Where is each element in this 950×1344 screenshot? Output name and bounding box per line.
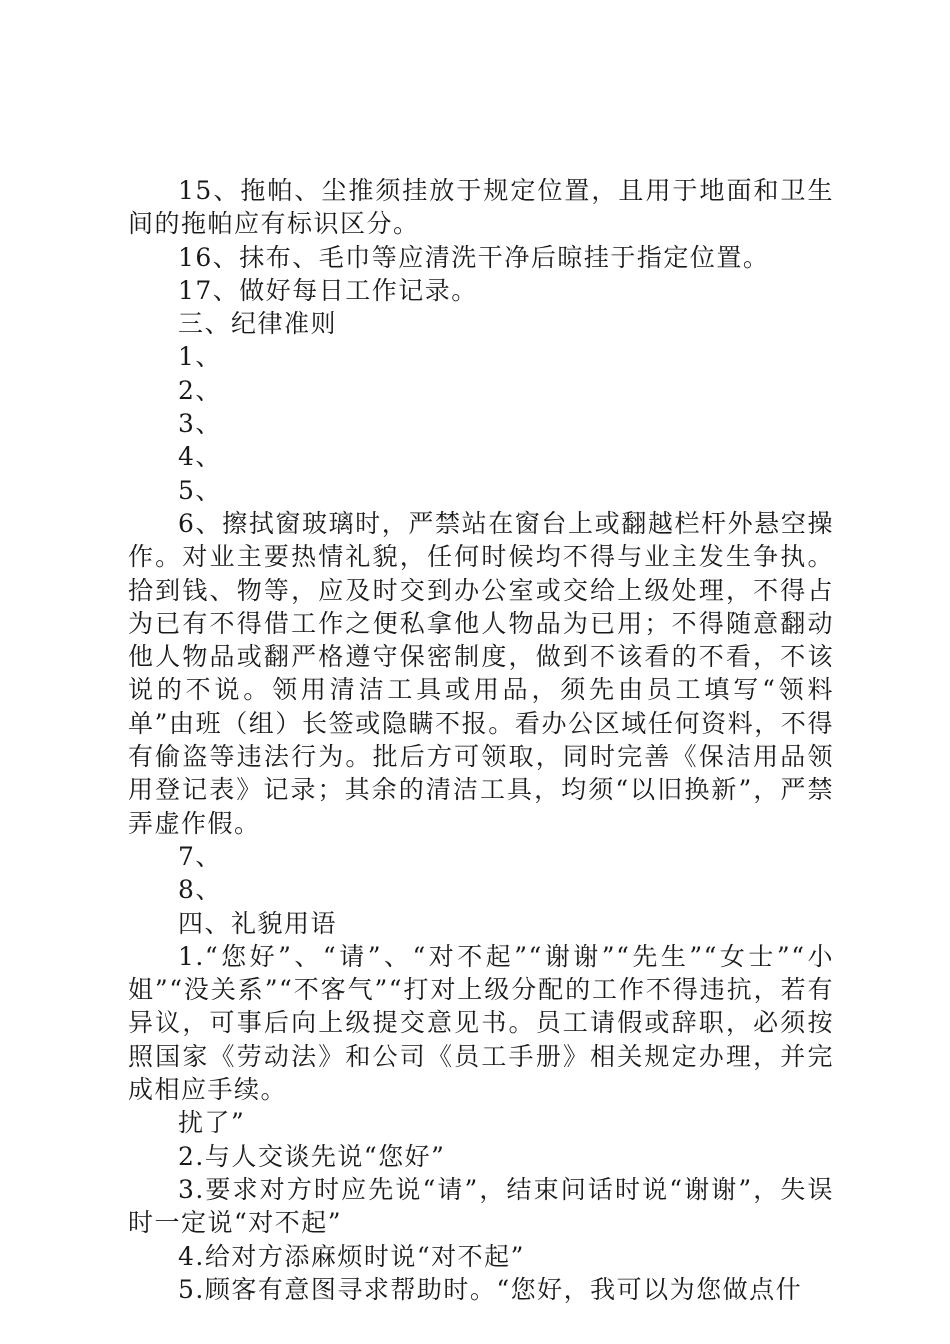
courtesy-item-1: 1.“您好”、“请”、“对不起”“谢谢”“先生”“女士”“小姐”“没关系”“不客气”“打对上级分配的工作不得违抗，若有异议，可事后向上级提交意见书。员工请假或辞职，必须按照国家《劳动法》和公司《员工手册》相关规定办理，并完成相应手续。: [128, 941, 834, 1105]
item-15: 15、拖帕、尘推须挂放于规定位置，且用于地面和卫生间的拖帕应有标识区分。: [128, 176, 834, 239]
discipline-item-3: 3、: [178, 409, 222, 439]
item-16: 16、抹布、毛巾等应清洗干净后晾挂于指定位置。: [178, 242, 770, 272]
document-body: [128, 174, 834, 1306]
courtesy-item-3: 3.要求对方时应先说“请”，结束问话时说“谢谢”，失误时一定说“对不起”: [128, 1174, 834, 1238]
discipline-item-4: 4、: [178, 442, 222, 472]
discipline-item-2: 2、: [178, 375, 222, 405]
discipline-item-1: 1、: [178, 342, 222, 372]
discipline-item-5: 5、: [178, 475, 222, 505]
item-17: 17、做好每日工作记录。: [178, 275, 478, 305]
discipline-item-7: 7、: [178, 841, 222, 871]
courtesy-continuation: 扰了”: [178, 1108, 246, 1138]
discipline-item-8: 8、: [178, 875, 222, 905]
courtesy-item-5: 5.顾客有意图寻求帮助时。“您好，我可以为您做点什: [178, 1274, 803, 1304]
discipline-item-6: 6、擦拭窗玻璃时，严禁站在窗台上或翻越栏杆外悬空操作。对业主要热情礼貌，任何时候均不得与业主发生争执。拾到钱、物等，应及时交到办公室或交给上级处理，不得占为已有不得借工作之便私拿他人物品为已用；不得随意翻动他人物品或翻严格遵守保密制度，做到不该看的不看，不该说的不说。领用清洁工具或用品，须先由员工填写“领料单”由班（组）长签或隐瞒不报。看办公区域任何资料，不得有偷盗等违法行为。批后方可领取，同时完善《保洁用品领用登记表》记录；其余的清洁工具，均须“以旧换新”，严禁弄虚作假。: [128, 508, 834, 838]
courtesy-item-2: 2.与人交谈先说“您好”: [178, 1141, 446, 1171]
courtesy-item-4: 4.给对方添麻烦时说“对不起”: [178, 1241, 525, 1271]
section-heading-discipline: 三、纪律准则: [178, 309, 338, 339]
section-heading-courtesy: 四、礼貌用语: [178, 908, 338, 938]
